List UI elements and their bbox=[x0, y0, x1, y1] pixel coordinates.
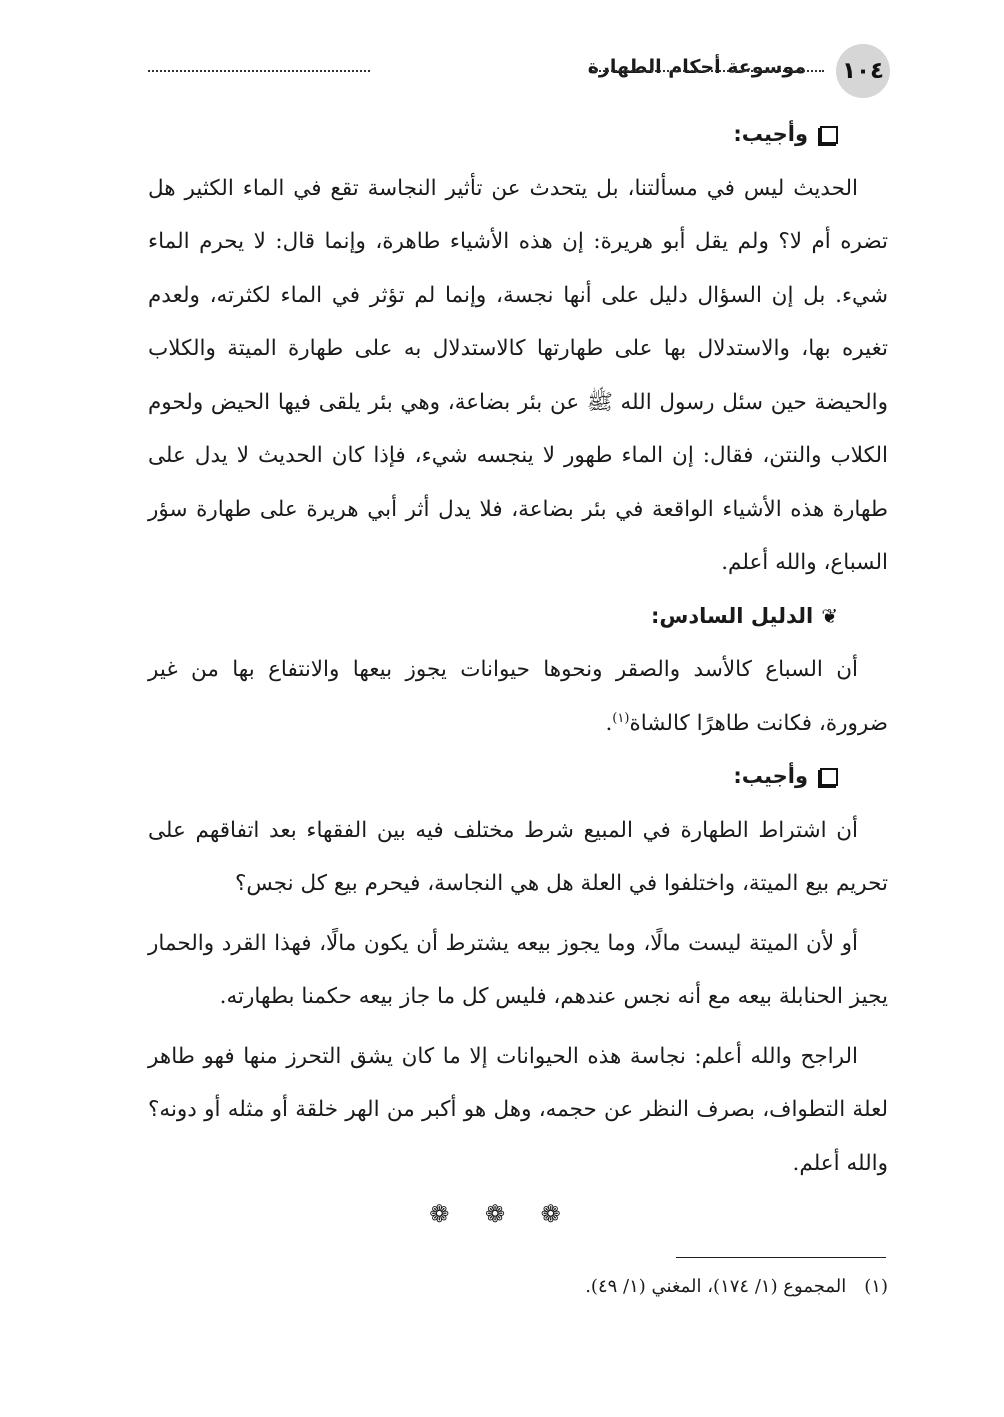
answer-heading-1-label: وأجيب: bbox=[733, 122, 808, 146]
main-text bbox=[148, 108, 888, 1190]
answer-heading-2 bbox=[148, 750, 888, 804]
footnote-number: (١) bbox=[864, 1276, 888, 1297]
flower-ornament-icon: ❁ ❁ ❁ bbox=[429, 1200, 575, 1228]
evidence-heading-6 bbox=[148, 590, 888, 644]
answer-paragraph-1: الحديث ليس في مسألتنا، بل يتحدث عن تأثير النجاسة تقع في الماء الكثير هل تضره أم لا؟ ولم يقل أبو هريرة: إن هذه الأشياء طاهرة، وإنما قال: لا يحرم الماء شيء. بل إن السؤال دليل على أنها نجسة، وإنما لم تؤثر في الماء لكثرته، ولعدم تغيره بها، والاستدلال بها على طهارتها كالاستدلال به على طهارة الميتة والكلاب والحيضة حين سئل رسول الله ﷺ عن بئر بضاعة، وهي بئر يلقى فيها الحيض ولحوم الكلاب والنتن، فقال: إن الماء طهور لا ينجسه شيء، فإذا كان الحديث لا يدل على طهارة هذه الأشياء الواقعة في بئر بضاعة، فلا يدل أثر أبي هريرة على طهارة سؤر السباع، والله أعلم. bbox=[148, 175, 888, 575]
leaf-icon: ❦ bbox=[821, 603, 838, 628]
header-dotted-rule-right bbox=[592, 70, 824, 72]
checkbox-square-icon bbox=[820, 768, 838, 786]
header-dotted-rule-left bbox=[148, 70, 370, 72]
evidence-heading-6-label: الدليل السادس: bbox=[651, 603, 814, 628]
footnote-separator-rule bbox=[676, 1257, 886, 1258]
checkbox-square-icon bbox=[820, 126, 838, 144]
answer-heading-1 bbox=[148, 108, 888, 162]
answer-paragraph-2b: أو لأن الميتة ليست مالًا، وما يجوز بيعه يشترط أن يكون مالًا، فهذا القرد والحمار يجيز الحنابلة بيعه مع أنه نجس عندهم، فليس كل ما جاز بيعه حكمنا بطهارته. bbox=[148, 930, 888, 1009]
answer-paragraph-2a: أن اشتراط الطهارة في المبيع شرط مختلف فيه بين الفقهاء بعد اتفاقهم على تحريم بيع الميتة، واختلفوا في العلة هل هي النجاسة، فيحرم بيع كل نجس؟ bbox=[148, 817, 888, 896]
running-header-title: موسوعة أحكام الطهارة bbox=[582, 56, 812, 78]
conclusion-paragraph: الراجح والله أعلم: نجاسة هذه الحيوانات إلا ما كان يشق التحرز منها فهو طاهر لعلة التطواف، بصرف النظر عن حجمه، وهل هو أكبر من الهر خلقة أو مثله أو دونه؟ والله أعلم. bbox=[148, 1043, 888, 1176]
footnote-reference[interactable]: (١) bbox=[612, 710, 630, 726]
footnote bbox=[585, 1276, 888, 1297]
footnote-text: المجموع (١/ ١٧٤)، المغني (١/ ٤٩). bbox=[585, 1276, 847, 1297]
answer-heading-2-label: وأجيب: bbox=[733, 764, 808, 788]
evidence-text: أن السباع كالأسد والصقر ونحوها حيوانات يجوز بيعها والانتفاع بها من غير ضرورة، فكانت طاهرًا كالشاة bbox=[148, 657, 888, 736]
page-number-badge: ١٠٤ bbox=[836, 44, 890, 98]
evidence-paragraph-6: أن السباع كالأسد والصقر ونحوها حيوانات يجوز بيعها والانتفاع بها من غير ضرورة، فكانت طاهرًا كالشاة$^{(١)}$. bbox=[148, 657, 888, 736]
